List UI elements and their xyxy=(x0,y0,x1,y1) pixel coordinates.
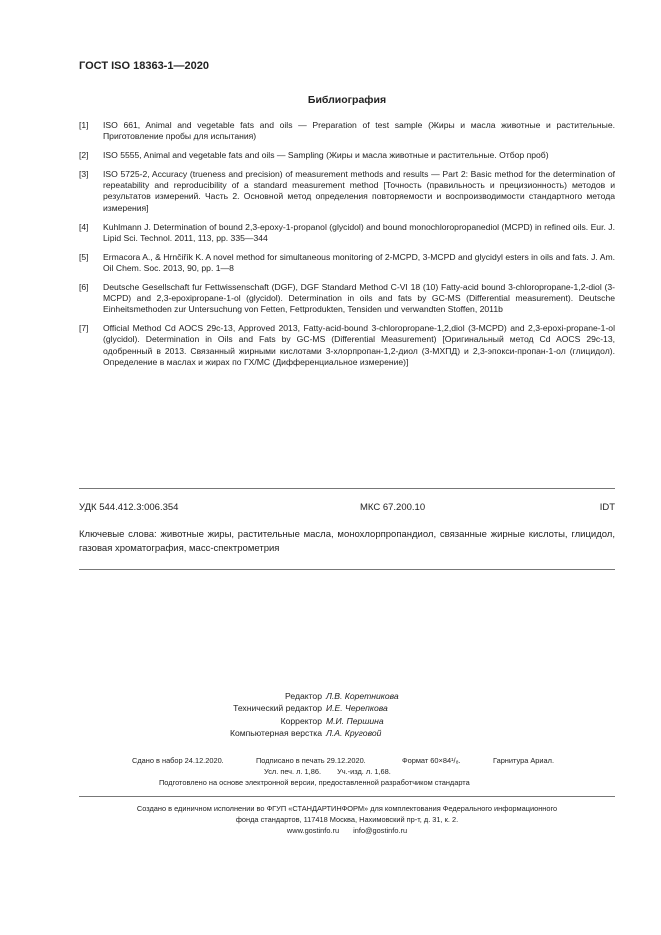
reference-text: ISO 5725-2, Accuracy (trueness and precision) of measurement methods and results — Part 2: Basic method for the determination of repeatability and reproducibility of a standard measurement method [Точность (правильность и прецизионность) методов и результатов измерений. Часть 2. Основной метод определения повторяемости и воспроизводимости стандартного метода измерения] xyxy=(103,168,615,213)
credit-role: Редактор xyxy=(285,691,322,701)
email-link[interactable]: info@gostinfo.ru xyxy=(353,826,408,835)
reference-text: Official Method Cd AOCS 29c-13, Approved 2013, Fatty-acid-bound 3-chloropropane-1,2,diol (3-MCPD) and 2,3-epoxi-propane-1-ol (glycidol). Determination in Oils and Fats by GC-MS (Differential Measurement) [Оригинальный метод Cd AOCS 29c-13, одобренный в 2013. Связанный жирными кислотами 3-хлорпропан-1,2-диол (3-МХПД) и 2,3-эпокси-пропан-1-ол (глицидол). Определение в маслах и жирах по ГХ/МС (Дифференциальное измерение)] xyxy=(103,323,615,368)
reference-text: Ermacora A., & Hrnčiřík K. A novel method for simultaneous monitoring of 2-MCPD, 3-MCPD and glycidyl esters in oils and fats. J. Am. Oil Chem. Soc. 2013, 90, pp. 1—8 xyxy=(103,251,615,273)
reference-number: [5] xyxy=(79,251,89,262)
reference-text: ISO 5555, Animal and vegetable fats and oils — Sampling (Жиры и масла животные и растительные. Отбор проб) xyxy=(103,150,549,161)
editorial-credits xyxy=(150,690,550,739)
print-sheets: Усл. печ. л. 1,86. xyxy=(264,767,321,776)
typeface: Гарнитура Ариал. xyxy=(493,756,555,765)
reference-list xyxy=(79,120,615,376)
reference-number: [2] xyxy=(79,150,89,161)
signed-date: Подписано в печать 29.12.2020. xyxy=(256,756,366,765)
credit-line xyxy=(150,690,550,702)
reference-number: [1] xyxy=(79,120,89,130)
credit-line xyxy=(150,727,550,739)
imprint-line xyxy=(120,767,620,778)
imprint-line xyxy=(120,756,620,767)
reference-text: Deutsche Gesellschaft fur Fettwissenschaft (DGF), DGF Standard Method C-VI 18 (10) Fatty-acid bound 3-chloropropane-1,2-diol (3-MCPD) and 2,3-epoxipropane-1-ol (glycidol). Determination in oils and fats by GC-MS (Differential measurement). Deutsche Einheitsmethoden zur Untersuchung von Fetten, Fettprodukten, Tensiden und verwandten Stoffen, 2011b xyxy=(103,281,615,315)
reference-item xyxy=(79,282,615,316)
credit-name: Л.А. Круговой xyxy=(326,727,382,738)
top-divider xyxy=(79,488,615,489)
reference-number: [6] xyxy=(79,281,89,292)
credit-role: Технический редактор xyxy=(233,703,322,714)
submitted-date: Сдано в набор 24.12.2020. xyxy=(132,756,224,765)
reference-item xyxy=(79,120,615,143)
imprint-block xyxy=(120,756,620,788)
reference-item xyxy=(79,252,615,275)
udk-code: УДК 544.412.3:006.354 xyxy=(79,502,179,513)
footer-line: фонда стандартов, 117418 Москва, Нахимовский пр-т, д. 31, к. 2. xyxy=(235,815,459,824)
footer-line: Создано в единичном исполнении во ФГУП «СТАНДАРТИНФОРМ» для комплектования Федерального информационного xyxy=(136,804,558,813)
keywords: Ключевые слова: животные жиры, растительные масла, монохлорпропандиол, связанные жирные кислоты, глицидол, газовая хроматография, масс-спектрометрия xyxy=(79,529,615,554)
paper-format: Формат 60×84¹/₈. xyxy=(402,756,461,765)
publisher-sheets: Уч.-изд. л. 1,68. xyxy=(337,767,391,776)
website-link[interactable]: www.gostinfo.ru xyxy=(286,826,340,835)
reference-number: [7] xyxy=(79,323,89,334)
credit-role: Корректор xyxy=(280,715,322,726)
reference-number: [3] xyxy=(79,168,89,179)
credit-role: Компьютерная верстка xyxy=(229,727,322,738)
reference-item xyxy=(79,222,615,245)
mks-code: МКС 67.200.10 xyxy=(360,502,426,513)
reference-item xyxy=(79,169,615,214)
bibliography-title: Библиография xyxy=(307,94,387,106)
reference-number: [4] xyxy=(79,221,89,232)
credit-line xyxy=(150,715,550,727)
idt-label: IDT xyxy=(599,502,615,513)
footer-links xyxy=(79,825,615,836)
standard-code: ГОСТ ISO 18363-1—2020 xyxy=(79,60,209,72)
reference-item xyxy=(79,150,615,161)
reference-item xyxy=(79,323,615,368)
bottom-divider xyxy=(79,796,615,797)
reference-text: ISO 661, Animal and vegetable fats and oils — Preparation of test sample (Жиры и масла животные и растительные. Приготовление пробы для испытания) xyxy=(103,120,615,142)
reference-text: Kuhlmann J. Determination of bound 2,3-epoxy-1-propanol (glycidol) and bound monochloropropanediol (MCPD) in refined oils. Eur. J. Lipid Sci. Technol. 2011, 113, pp. 335—344 xyxy=(103,221,615,243)
credit-name: М.И. Першина xyxy=(326,715,384,726)
credit-line xyxy=(150,702,550,714)
credit-name: И.Е. Черепкова xyxy=(326,703,388,714)
prepared-note: Подготовлено на основе электронной версии, предоставленной разработчиком стандарта xyxy=(159,777,470,787)
publisher-footer xyxy=(79,803,615,836)
credit-name: Л.В. Коретникова xyxy=(326,691,399,701)
middle-divider xyxy=(79,569,615,570)
